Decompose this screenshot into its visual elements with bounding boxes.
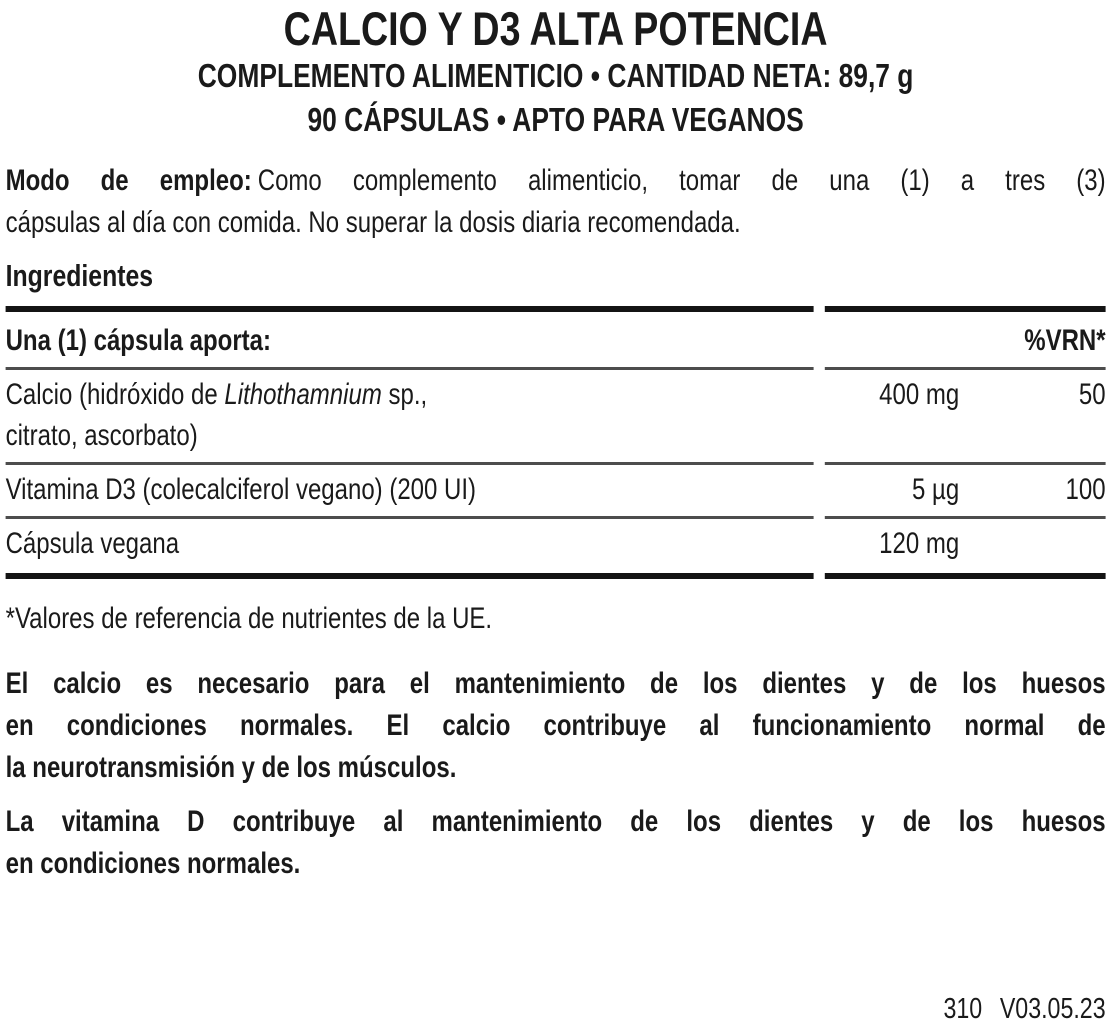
nutrition-table — [6, 306, 1106, 579]
batch-number: 310 — [943, 993, 983, 1025]
nutrient-name-calcio-line-1 — [6, 374, 814, 415]
table-header-right — [825, 306, 1106, 367]
table-header-serving: Una (1) cápsula aporta: — [6, 306, 814, 367]
calcium-claim-line-1: El calcio es necesario para el mantenimiento de los dientes y de los huesos — [5, 667, 1106, 700]
supplement-label — [0, 4, 1111, 1027]
calcium-claim-line-2: en condiciones normales. El calcio contribuye al funcionamiento normal de — [5, 709, 1106, 742]
nutrient-name-calcio-line-2: citrato, ascorbato) — [5, 419, 198, 452]
table-row-calcio — [6, 367, 1106, 462]
usage-line-2: cápsulas al día con comida. No superar la dosis diaria recomendada. — [5, 206, 741, 239]
table-header-amount — [825, 320, 959, 361]
version-code: V03.05.23 — [999, 993, 1106, 1025]
usage-line-1 — [6, 160, 1106, 202]
product-subtitle-net-quantity: COMPLEMENTO ALIMENTICIO • CANTIDAD NETA: 89,7 g — [197, 57, 914, 94]
product-subtitle-capsules-vegan: 90 CÁPSULAS • APTO PARA VEGANOS — [307, 101, 804, 138]
batch-version-code — [6, 991, 1106, 1027]
nutrient-name-vitamina-d3: Vitamina D3 (colecalciferol vegano) (200 UI) — [6, 462, 814, 516]
nutrient-name-capsula: Cápsula vegana — [6, 516, 814, 579]
calcio-name-post: sp., — [381, 378, 428, 411]
table-values-calcio — [825, 367, 1106, 462]
calcium-claim-line-3: la neurotransmisión y de los músculos. — [5, 751, 457, 784]
table-header-row — [6, 306, 1106, 367]
vrn-vitamina-d3: 100 — [1065, 473, 1106, 506]
product-title: CALCIO Y D3 ALTA POTENCIA — [283, 2, 828, 55]
amount-calcio: 400 mg — [879, 378, 960, 411]
vitamin-d-claim-line-1: La vitamina D contribuye al mantenimiento de los dientes y de los huesos — [5, 805, 1106, 838]
calcio-name-pre: Calcio (hidróxido de — [5, 378, 225, 411]
vrn-calcio: 50 — [1078, 378, 1106, 411]
table-values-capsula — [825, 516, 1106, 579]
usage-label: Modo de empleo: — [5, 164, 252, 197]
vitamin-d-claim-line-2: en condiciones normales. — [5, 847, 301, 880]
table-header-vrn: %VRN* — [1024, 324, 1106, 357]
amount-capsula: 120 mg — [879, 527, 960, 560]
table-values-vitamina-d3 — [825, 462, 1106, 516]
calcium-claim-paragraph — [6, 663, 1106, 789]
usage-directions — [6, 160, 1106, 244]
nutrient-name-calcio — [6, 367, 814, 462]
vitamin-d-claim-paragraph — [6, 801, 1106, 885]
amount-vitamina-d3: 5 µg — [912, 473, 960, 506]
table-row-capsula — [6, 516, 1106, 579]
calcio-name-latin: Lithothamnium — [224, 378, 382, 411]
usage-line-1-text: Como complemento alimenticio, tomar de una (1) a tres (3) — [257, 164, 1106, 197]
vrn-capsula — [959, 523, 1105, 564]
table-row-vitamina-d3 — [6, 462, 1106, 516]
vrn-footnote: *Valores de referencia de nutrientes de la UE. — [5, 602, 493, 635]
ingredients-heading: Ingredientes — [5, 258, 154, 293]
